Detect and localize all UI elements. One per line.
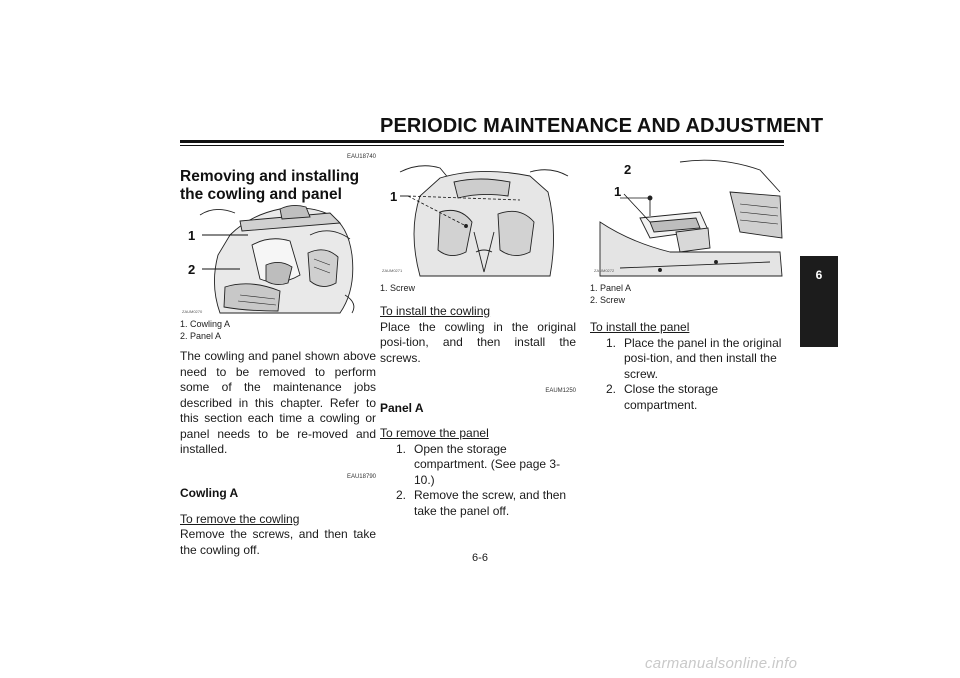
figure-code: ZAUM0271 (382, 268, 403, 273)
install-panel-heading: To install the panel (590, 320, 690, 334)
section-code-2: EAU18790 (346, 473, 376, 480)
header-rule-thick (180, 140, 784, 143)
caption-screw: 2. Screw (590, 295, 626, 305)
caption-2: 2. Panel A (180, 331, 222, 341)
column-1-body (180, 318, 376, 558)
caption-1: 1. Cowling A (180, 319, 231, 329)
figure-panel-a (590, 152, 790, 280)
remove-panel-heading: To remove the panel (380, 426, 489, 440)
step-1: 1. Open the storage compartment. (See page 3-10.) (396, 441, 561, 487)
step-1: 1. Place the panel in the original posi-tion, and then install the screw. (606, 335, 782, 381)
figure-cowling-screws (380, 152, 580, 280)
step-2: 2. Close the storage compartment. (606, 382, 719, 412)
section-title: Removing and installing the cowling and panel (180, 167, 360, 203)
install-cowling-text: Place the cowling in the original posi-tion, and then install the screws. (380, 319, 576, 365)
chapter-tab (800, 256, 838, 347)
figure-code: ZAUM0272 (594, 268, 615, 273)
install-cowling-heading: To install the cowling (380, 304, 491, 318)
subtitle-cowling-a: Cowling A (180, 486, 239, 500)
figure-label-2: 2 (624, 162, 632, 177)
remove-cowling-heading: To remove the cowling (180, 511, 300, 526)
figure-label-2: 2 (188, 262, 196, 277)
page-header-title: PERIODIC MAINTENANCE AND ADJUSTMENT (380, 115, 824, 137)
figure-cowling-a (180, 195, 380, 317)
figure-label-1: 1 (390, 189, 398, 204)
figure-label-1: 1 (614, 184, 622, 199)
column-2-body (380, 282, 576, 519)
column-3-body (590, 282, 786, 413)
subtitle-panel-a: Panel A (380, 400, 424, 415)
chapter-tab-label: 6 (815, 268, 823, 282)
page-number: 6-6 (472, 552, 488, 564)
section-code: EAU18740 (346, 154, 376, 160)
figure-code: ZAUM0270 (182, 309, 203, 314)
remove-cowling-text: Remove the screws, and then take the cowling off. (180, 527, 376, 557)
caption-panel-a: 1. Panel A (590, 283, 632, 293)
section-code-3: EAUM1250 (545, 388, 576, 394)
watermark: carmanualsonline.info (645, 655, 798, 672)
figure-label-1: 1 (188, 228, 196, 243)
step-2: 2. Remove the screw, and then take the panel off. (396, 488, 567, 518)
intro-paragraph: The cowling and panel shown above need to be removed to perform some of the maintenance jobs described in this chapter. Refer to this section each time a cowling or panel needs to be re-moved and installed. (180, 349, 376, 456)
header-rule-thin (180, 145, 784, 146)
caption-screw: 1. Screw (380, 283, 416, 293)
